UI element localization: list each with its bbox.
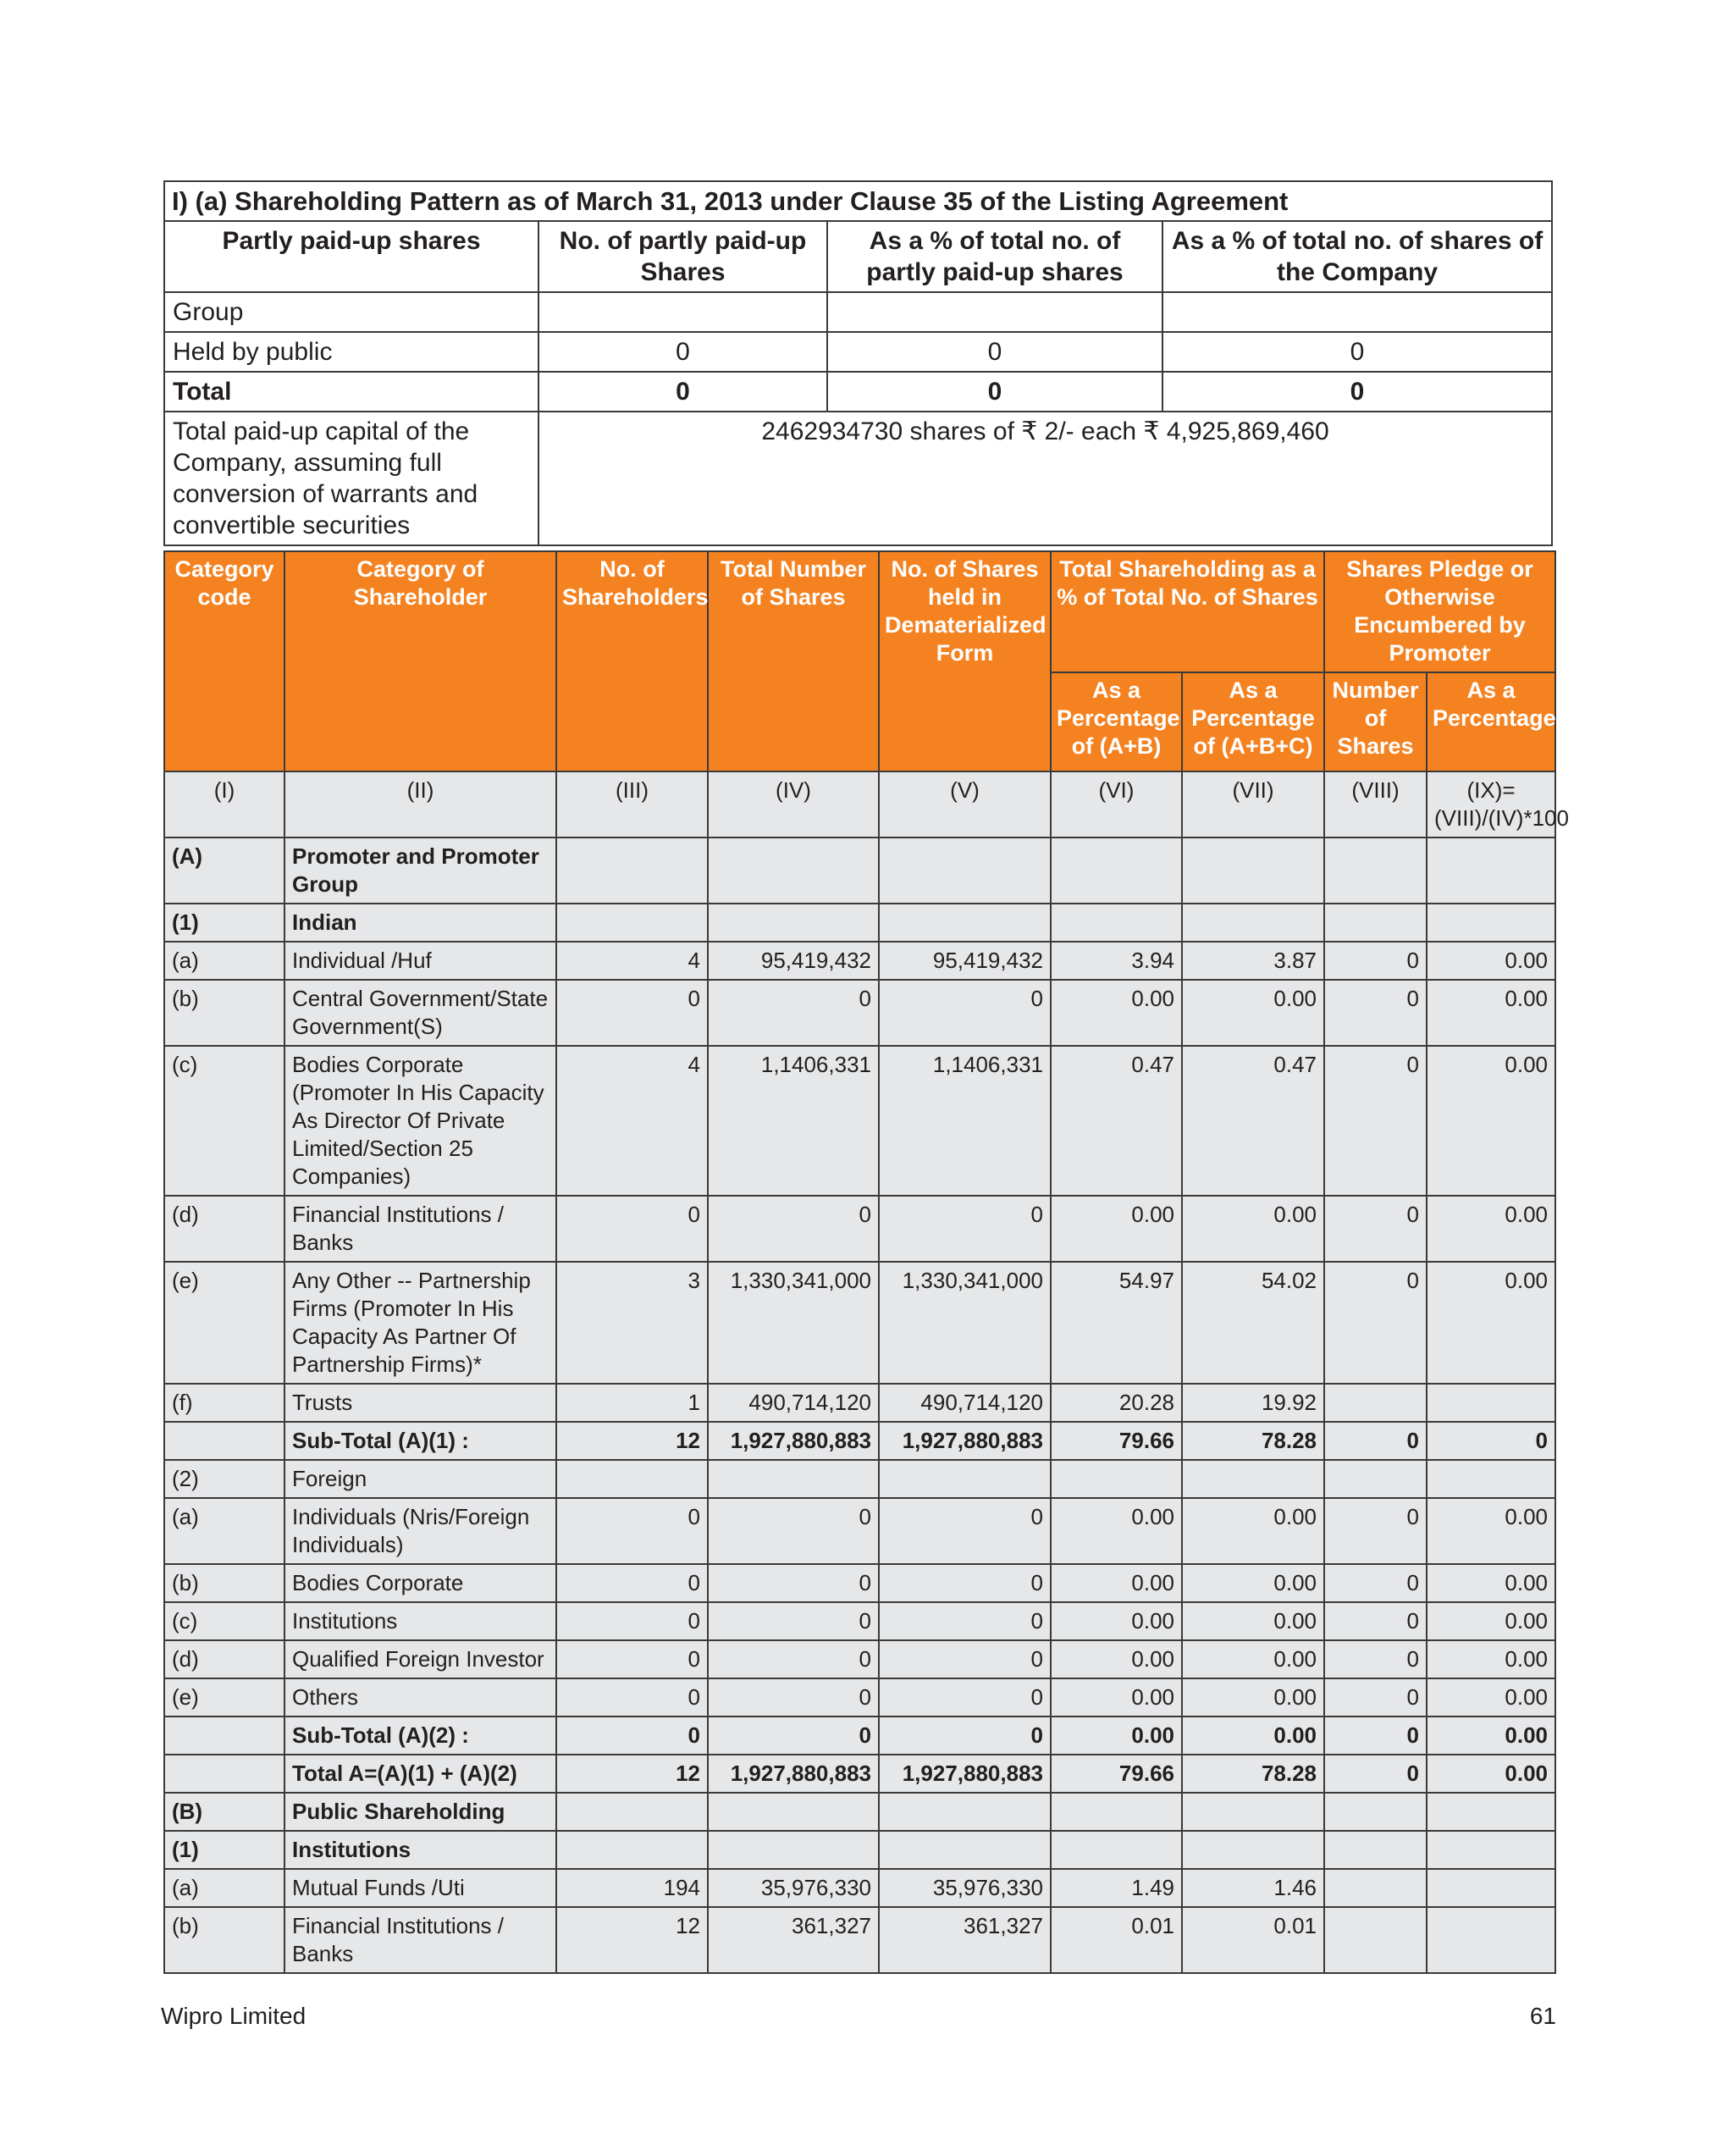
value-cell: 0.00 — [1051, 1602, 1182, 1640]
value-cell: 1,927,880,883 — [708, 1422, 879, 1460]
value-cell: 0.00 — [1427, 1196, 1555, 1262]
value-cell: 0.01 — [1051, 1907, 1182, 1973]
cell-value: 0 — [827, 332, 1162, 372]
value-cell — [1324, 1384, 1427, 1422]
value-cell: 12 — [556, 1422, 708, 1460]
value-cell — [879, 904, 1051, 942]
table-row — [164, 1460, 1555, 1498]
category-code-cell: (c) — [164, 1046, 284, 1196]
table-row — [164, 980, 1555, 1046]
value-cell: 0.00 — [1427, 1717, 1555, 1755]
value-cell: 0.00 — [1182, 1640, 1324, 1678]
paid-up-capital-row — [164, 412, 1552, 545]
cell-value — [1162, 292, 1552, 332]
value-cell — [1051, 1793, 1182, 1831]
value-cell: 1.46 — [1182, 1869, 1324, 1907]
value-cell: 0 — [556, 1196, 708, 1262]
value-cell: 0 — [1324, 1640, 1427, 1678]
value-cell — [1427, 1460, 1555, 1498]
value-cell: 0 — [708, 1564, 879, 1602]
table-row — [164, 1498, 1555, 1564]
value-cell: 54.97 — [1051, 1262, 1182, 1384]
value-cell: 54.02 — [1182, 1262, 1324, 1384]
value-cell — [879, 1831, 1051, 1869]
value-cell — [879, 1793, 1051, 1831]
value-cell: 0.00 — [1427, 1678, 1555, 1717]
value-cell: 0.00 — [1427, 1640, 1555, 1678]
value-cell: 0 — [708, 1717, 879, 1755]
value-cell: 3.94 — [1051, 942, 1182, 980]
value-cell: 0 — [1324, 1602, 1427, 1640]
value-cell: 4 — [556, 1046, 708, 1196]
value-cell: 0.00 — [1427, 1498, 1555, 1564]
category-name-cell: Sub-Total (A)(1) : — [284, 1422, 556, 1460]
value-cell — [1427, 1869, 1555, 1907]
value-cell: 361,327 — [708, 1907, 879, 1973]
value-cell: 0.00 — [1182, 1717, 1324, 1755]
partly-paid-row-group — [164, 292, 1552, 332]
category-code-cell — [164, 1717, 284, 1755]
header-row-1 — [164, 551, 1555, 672]
value-cell — [708, 1793, 879, 1831]
value-cell: 1,330,341,000 — [879, 1262, 1051, 1384]
value-cell: 0 — [879, 1640, 1051, 1678]
value-cell: 0.00 — [1182, 980, 1324, 1046]
header-category-code: Category code — [164, 551, 284, 771]
cell-value — [538, 292, 827, 332]
value-cell — [556, 1831, 708, 1869]
value-cell: 0 — [556, 1564, 708, 1602]
header-total-pct-group: Total Shareholding as a % of Total No. of Shares — [1051, 551, 1324, 672]
value-cell — [1324, 1831, 1427, 1869]
table-row — [164, 1640, 1555, 1678]
value-cell: 0.00 — [1427, 1755, 1555, 1793]
value-cell: 0.00 — [1427, 1564, 1555, 1602]
category-code-cell: (2) — [164, 1460, 284, 1498]
value-cell — [1427, 1831, 1555, 1869]
value-cell: 0.00 — [1051, 1678, 1182, 1717]
value-cell: 35,976,330 — [879, 1869, 1051, 1907]
value-cell: 0 — [708, 1602, 879, 1640]
value-cell: 0 — [556, 1717, 708, 1755]
value-cell: 78.28 — [1182, 1755, 1324, 1793]
category-code-cell: (f) — [164, 1384, 284, 1422]
roman-label: (VI) — [1051, 771, 1182, 838]
value-cell — [1324, 1907, 1427, 1973]
value-cell: 12 — [556, 1907, 708, 1973]
value-cell: 361,327 — [879, 1907, 1051, 1973]
category-name-cell: Total A=(A)(1) + (A)(2) — [284, 1755, 556, 1793]
value-cell — [1182, 904, 1324, 942]
category-name-cell: Trusts — [284, 1384, 556, 1422]
category-code-cell: (b) — [164, 980, 284, 1046]
category-code-cell: (c) — [164, 1602, 284, 1640]
value-cell: 0.00 — [1427, 1262, 1555, 1384]
value-cell — [1324, 1793, 1427, 1831]
header-pledge-number: Number of Shares — [1324, 672, 1427, 771]
table-row — [164, 1678, 1555, 1717]
value-cell — [556, 838, 708, 904]
value-cell — [708, 1460, 879, 1498]
roman-label: (V) — [879, 771, 1051, 838]
shareholding-table — [163, 550, 1569, 1974]
value-cell — [1324, 838, 1427, 904]
category-name-cell: Indian — [284, 904, 556, 942]
partly-paid-shares-table — [163, 180, 1553, 546]
value-cell: 0.00 — [1051, 980, 1182, 1046]
value-cell — [1051, 904, 1182, 942]
table-row — [164, 1262, 1555, 1384]
roman-numeral-row — [164, 771, 1555, 838]
category-code-cell: (a) — [164, 1869, 284, 1907]
value-cell: 0.47 — [1182, 1046, 1324, 1196]
value-cell: 0 — [556, 980, 708, 1046]
value-cell: 1,927,880,883 — [708, 1755, 879, 1793]
category-code-cell — [164, 1422, 284, 1460]
category-name-cell: Bodies Corporate (Promoter In His Capacity As Director Of Private Limited/Section 25 Companies) — [284, 1046, 556, 1196]
table-row — [164, 942, 1555, 980]
partly-paid-row-total — [164, 372, 1552, 412]
value-cell: 0 — [1324, 1196, 1427, 1262]
value-cell — [1427, 838, 1555, 904]
category-code-cell: (B) — [164, 1793, 284, 1831]
table-row — [164, 1422, 1555, 1460]
value-cell: 0 — [1324, 1498, 1427, 1564]
footer-company: Wipro Limited — [161, 2003, 306, 2029]
cell-value: 0 — [1162, 372, 1552, 412]
shareholding-rows — [164, 838, 1555, 1973]
value-cell: 0.00 — [1427, 1602, 1555, 1640]
value-cell: 0 — [1427, 1422, 1555, 1460]
value-cell: 1,1406,331 — [879, 1046, 1051, 1196]
value-cell: 0.00 — [1182, 1678, 1324, 1717]
value-cell: 0 — [879, 1717, 1051, 1755]
category-name-cell: Public Shareholding — [284, 1793, 556, 1831]
value-cell: 0 — [879, 1678, 1051, 1717]
value-cell: 0.00 — [1427, 1046, 1555, 1196]
value-cell — [879, 838, 1051, 904]
value-cell: 0 — [879, 1564, 1051, 1602]
value-cell: 0.00 — [1427, 980, 1555, 1046]
category-code-cell: (a) — [164, 942, 284, 980]
table-row — [164, 1869, 1555, 1907]
category-code-cell: (e) — [164, 1262, 284, 1384]
value-cell: 0 — [708, 1498, 879, 1564]
value-cell: 20.28 — [1051, 1384, 1182, 1422]
table-row — [164, 1602, 1555, 1640]
category-code-cell: (a) — [164, 1498, 284, 1564]
value-cell: 194 — [556, 1869, 708, 1907]
value-cell: 3 — [556, 1262, 708, 1384]
paid-up-capital-value: 2462934730 shares of ₹ 2/- each ₹ 4,925,869,460 — [538, 412, 1552, 545]
table-row — [164, 1907, 1555, 1973]
partly-paid-title-row — [164, 181, 1552, 221]
value-cell — [1182, 1831, 1324, 1869]
category-name-cell: Financial Institutions / Banks — [284, 1196, 556, 1262]
value-cell — [1427, 904, 1555, 942]
value-cell: 0 — [556, 1602, 708, 1640]
category-code-cell: (1) — [164, 904, 284, 942]
value-cell: 95,419,432 — [708, 942, 879, 980]
category-code-cell: (1) — [164, 1831, 284, 1869]
category-name-cell: Individuals (Nris/Foreign Individuals) — [284, 1498, 556, 1564]
value-cell: 0.00 — [1182, 1498, 1324, 1564]
roman-label: (IX)=(VIII)/(IV)*100 — [1427, 771, 1555, 838]
value-cell: 0 — [879, 1196, 1051, 1262]
value-cell — [879, 1460, 1051, 1498]
value-cell — [1324, 904, 1427, 942]
category-name-cell: Foreign — [284, 1460, 556, 1498]
category-code-cell: (b) — [164, 1907, 284, 1973]
value-cell — [1324, 1869, 1427, 1907]
category-code-cell — [164, 1755, 284, 1793]
value-cell — [708, 1831, 879, 1869]
value-cell: 0 — [708, 980, 879, 1046]
header-pledge-pct: As a Percentage — [1427, 672, 1555, 771]
value-cell: 490,714,120 — [879, 1384, 1051, 1422]
roman-label: (VIII) — [1324, 771, 1427, 838]
value-cell: 0 — [708, 1640, 879, 1678]
partly-paid-title: I) (a) Shareholding Pattern as of March 31, 2013 under Clause 35 of the Listing Agreement — [164, 181, 1552, 221]
value-cell — [1182, 838, 1324, 904]
value-cell — [556, 904, 708, 942]
category-name-cell: Institutions — [284, 1602, 556, 1640]
value-cell — [1427, 1384, 1555, 1422]
partly-paid-header-row — [164, 221, 1552, 292]
value-cell: 0 — [1324, 1755, 1427, 1793]
header-pct-abc: As a Percentage of (A+B+C) — [1182, 672, 1324, 771]
roman-label: (II) — [284, 771, 556, 838]
table-row — [164, 1564, 1555, 1602]
value-cell: 1.49 — [1051, 1869, 1182, 1907]
value-cell: 4 — [556, 942, 708, 980]
value-cell: 0 — [708, 1196, 879, 1262]
value-cell — [1182, 1460, 1324, 1498]
value-cell: 0 — [708, 1678, 879, 1717]
roman-label: (III) — [556, 771, 708, 838]
category-name-cell: Individual /Huf — [284, 942, 556, 980]
value-cell: 0.00 — [1051, 1717, 1182, 1755]
table-row — [164, 1793, 1555, 1831]
category-code-cell: (d) — [164, 1640, 284, 1678]
header-pct-partly-paid: As a % of total no. of partly paid-up shares — [827, 221, 1162, 292]
category-code-cell: (d) — [164, 1196, 284, 1262]
value-cell: 35,976,330 — [708, 1869, 879, 1907]
value-cell — [708, 904, 879, 942]
category-name-cell: Others — [284, 1678, 556, 1717]
table-row — [164, 1717, 1555, 1755]
value-cell — [708, 838, 879, 904]
value-cell — [556, 1460, 708, 1498]
row-label: Group — [164, 292, 538, 332]
value-cell — [1051, 1460, 1182, 1498]
category-name-cell: Central Government/State Government(S) — [284, 980, 556, 1046]
value-cell: 0 — [1324, 942, 1427, 980]
header-total-shares: Total Number of Shares — [708, 551, 879, 771]
value-cell — [1427, 1793, 1555, 1831]
header-partly-paid-shares: Partly paid-up shares — [164, 221, 538, 292]
table-row — [164, 1196, 1555, 1262]
header-demat: No. of Shares held in Dematerialized Form — [879, 551, 1051, 771]
value-cell: 0 — [556, 1678, 708, 1717]
value-cell: 1,927,880,883 — [879, 1755, 1051, 1793]
table-row — [164, 904, 1555, 942]
category-code-cell: (A) — [164, 838, 284, 904]
category-name-cell: Institutions — [284, 1831, 556, 1869]
value-cell: 79.66 — [1051, 1422, 1182, 1460]
row-label: Total — [164, 372, 538, 412]
value-cell: 0.01 — [1182, 1907, 1324, 1973]
value-cell — [1324, 1460, 1427, 1498]
value-cell: 490,714,120 — [708, 1384, 879, 1422]
category-name-cell: Promoter and Promoter Group — [284, 838, 556, 904]
value-cell: 79.66 — [1051, 1755, 1182, 1793]
table-row — [164, 838, 1555, 904]
value-cell: 0.00 — [1051, 1498, 1182, 1564]
value-cell: 1,927,880,883 — [879, 1422, 1051, 1460]
table-row — [164, 1046, 1555, 1196]
value-cell: 0.47 — [1051, 1046, 1182, 1196]
category-name-cell: Mutual Funds /Uti — [284, 1869, 556, 1907]
value-cell: 0 — [879, 1498, 1051, 1564]
value-cell: 0.00 — [1051, 1196, 1182, 1262]
category-name-cell: Financial Institutions / Banks — [284, 1907, 556, 1973]
cell-value — [827, 292, 1162, 332]
value-cell: 0.00 — [1051, 1564, 1182, 1602]
value-cell: 12 — [556, 1755, 708, 1793]
paid-up-capital-label: Total paid-up capital of the Company, assuming full conversion of warrants and convertible securities — [164, 412, 538, 545]
value-cell: 1,330,341,000 — [708, 1262, 879, 1384]
roman-label: (IV) — [708, 771, 879, 838]
value-cell: 0 — [1324, 1422, 1427, 1460]
value-cell: 0.00 — [1182, 1602, 1324, 1640]
category-code-cell: (b) — [164, 1564, 284, 1602]
value-cell: 0 — [1324, 980, 1427, 1046]
cell-value: 0 — [538, 372, 827, 412]
footer-page-number: 61 — [1529, 2003, 1556, 2029]
table-row — [164, 1384, 1555, 1422]
value-cell: 1 — [556, 1384, 708, 1422]
value-cell: 95,419,432 — [879, 942, 1051, 980]
cell-value: 0 — [827, 372, 1162, 412]
header-category-shareholder: Category of Shareholder — [284, 551, 556, 771]
value-cell: 0 — [1324, 1564, 1427, 1602]
value-cell: 0 — [879, 1602, 1051, 1640]
value-cell — [556, 1793, 708, 1831]
value-cell: 78.28 — [1182, 1422, 1324, 1460]
category-code-cell: (e) — [164, 1678, 284, 1717]
cell-value: 0 — [1162, 332, 1552, 372]
value-cell: 0 — [879, 980, 1051, 1046]
header-no-partly-paid: No. of partly paid-up Shares — [538, 221, 827, 292]
value-cell: 0.00 — [1051, 1640, 1182, 1678]
header-pledge-group: Shares Pledge or Otherwise Encumbered by Promoter — [1324, 551, 1555, 672]
header-pct-company: As a % of total no. of shares of the Company — [1162, 221, 1552, 292]
row-label: Held by public — [164, 332, 538, 372]
value-cell: 0 — [1324, 1262, 1427, 1384]
value-cell: 0.00 — [1182, 1564, 1324, 1602]
value-cell: 0.00 — [1182, 1196, 1324, 1262]
value-cell: 19.92 — [1182, 1384, 1324, 1422]
value-cell: 0.00 — [1427, 942, 1555, 980]
value-cell: 3.87 — [1182, 942, 1324, 980]
value-cell — [1182, 1793, 1324, 1831]
value-cell — [1051, 838, 1182, 904]
table-row — [164, 1755, 1555, 1793]
value-cell: 1,1406,331 — [708, 1046, 879, 1196]
value-cell — [1051, 1831, 1182, 1869]
value-cell: 0 — [1324, 1678, 1427, 1717]
value-cell — [1427, 1907, 1555, 1973]
category-name-cell: Any Other -- Partnership Firms (Promoter In His Capacity As Partner Of Partnership Firms)* — [284, 1262, 556, 1384]
partly-paid-row-public — [164, 332, 1552, 372]
category-name-cell: Qualified Foreign Investor — [284, 1640, 556, 1678]
cell-value: 0 — [538, 332, 827, 372]
roman-label: (VII) — [1182, 771, 1324, 838]
category-name-cell: Sub-Total (A)(2) : — [284, 1717, 556, 1755]
table-row — [164, 1831, 1555, 1869]
roman-label: (I) — [164, 771, 284, 838]
value-cell: 0 — [556, 1498, 708, 1564]
category-name-cell: Bodies Corporate — [284, 1564, 556, 1602]
header-pct-ab: As a Percentage of (A+B) — [1051, 672, 1182, 771]
value-cell: 0 — [1324, 1717, 1427, 1755]
value-cell: 0 — [1324, 1046, 1427, 1196]
header-no-shareholders: No. of Shareholders — [556, 551, 708, 771]
value-cell: 0 — [556, 1640, 708, 1678]
